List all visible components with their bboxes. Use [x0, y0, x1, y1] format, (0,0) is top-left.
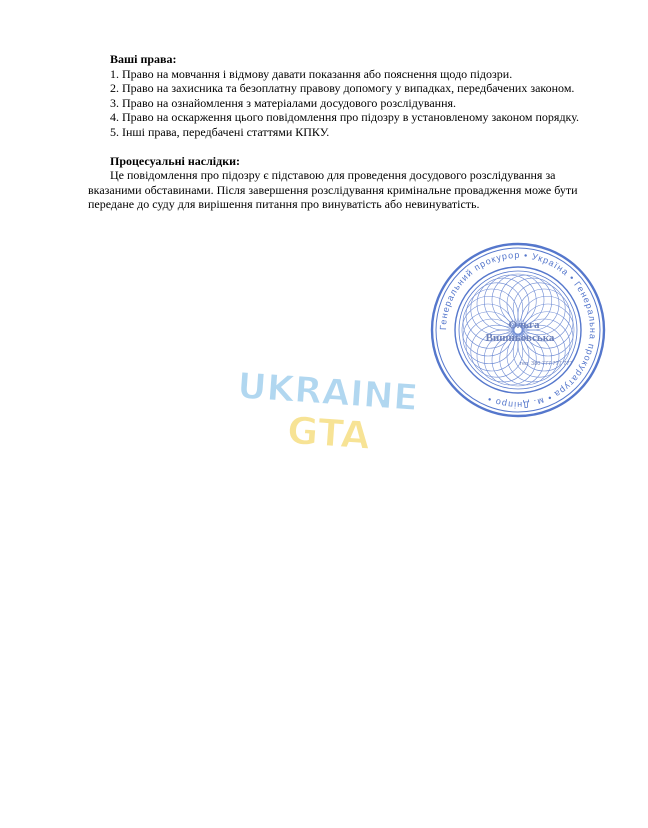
consequences-heading: Процесуальні наслідки: — [110, 153, 241, 168]
watermark-line-2: GTA — [285, 408, 372, 458]
rights-item-3: 3. Право на ознайомлення з матеріалами досудового розслідування. — [110, 95, 457, 110]
section-spacer — [88, 140, 596, 154]
consequences-text: Це повідомлення про підозру є підставою для проведення досудового розслідування за вказаними обставинами. Після завершення розслідування кримінальне провадження може бути передане до суду для вирішення питання про винуватість або невинуватість. — [88, 168, 578, 212]
rights-item-1: 1. Право на мовчання і відмову давати показання або пояснення щодо підозри. — [110, 66, 513, 81]
rights-item-4: 4. Право на оскарження цього повідомлення про підозру в установленому законом порядку. — [110, 110, 580, 125]
document-body — [88, 52, 596, 212]
stamp-name-last: Вишньовська — [485, 332, 555, 344]
official-stamp — [428, 240, 608, 420]
stamp-ring-text: Генеральний прокурор • Україна • Генеральна прокуратура • м. Дніпро • — [437, 249, 599, 411]
watermark-logo — [232, 362, 422, 462]
stamp-name-first: Ольга — [508, 319, 540, 331]
watermark-line-1: UKRAINE — [236, 365, 420, 420]
rights-item-2: 2. Право на захисника та безоплатну правову допомогу у випадках, передбачених законом. — [110, 81, 575, 96]
stamp-phone: тел. 380 777 777 777 — [519, 361, 573, 367]
rights-heading: Ваші права: — [110, 52, 177, 66]
rights-item-5: 5. Інші права, передбачені статтями КПКУ. — [110, 124, 330, 139]
